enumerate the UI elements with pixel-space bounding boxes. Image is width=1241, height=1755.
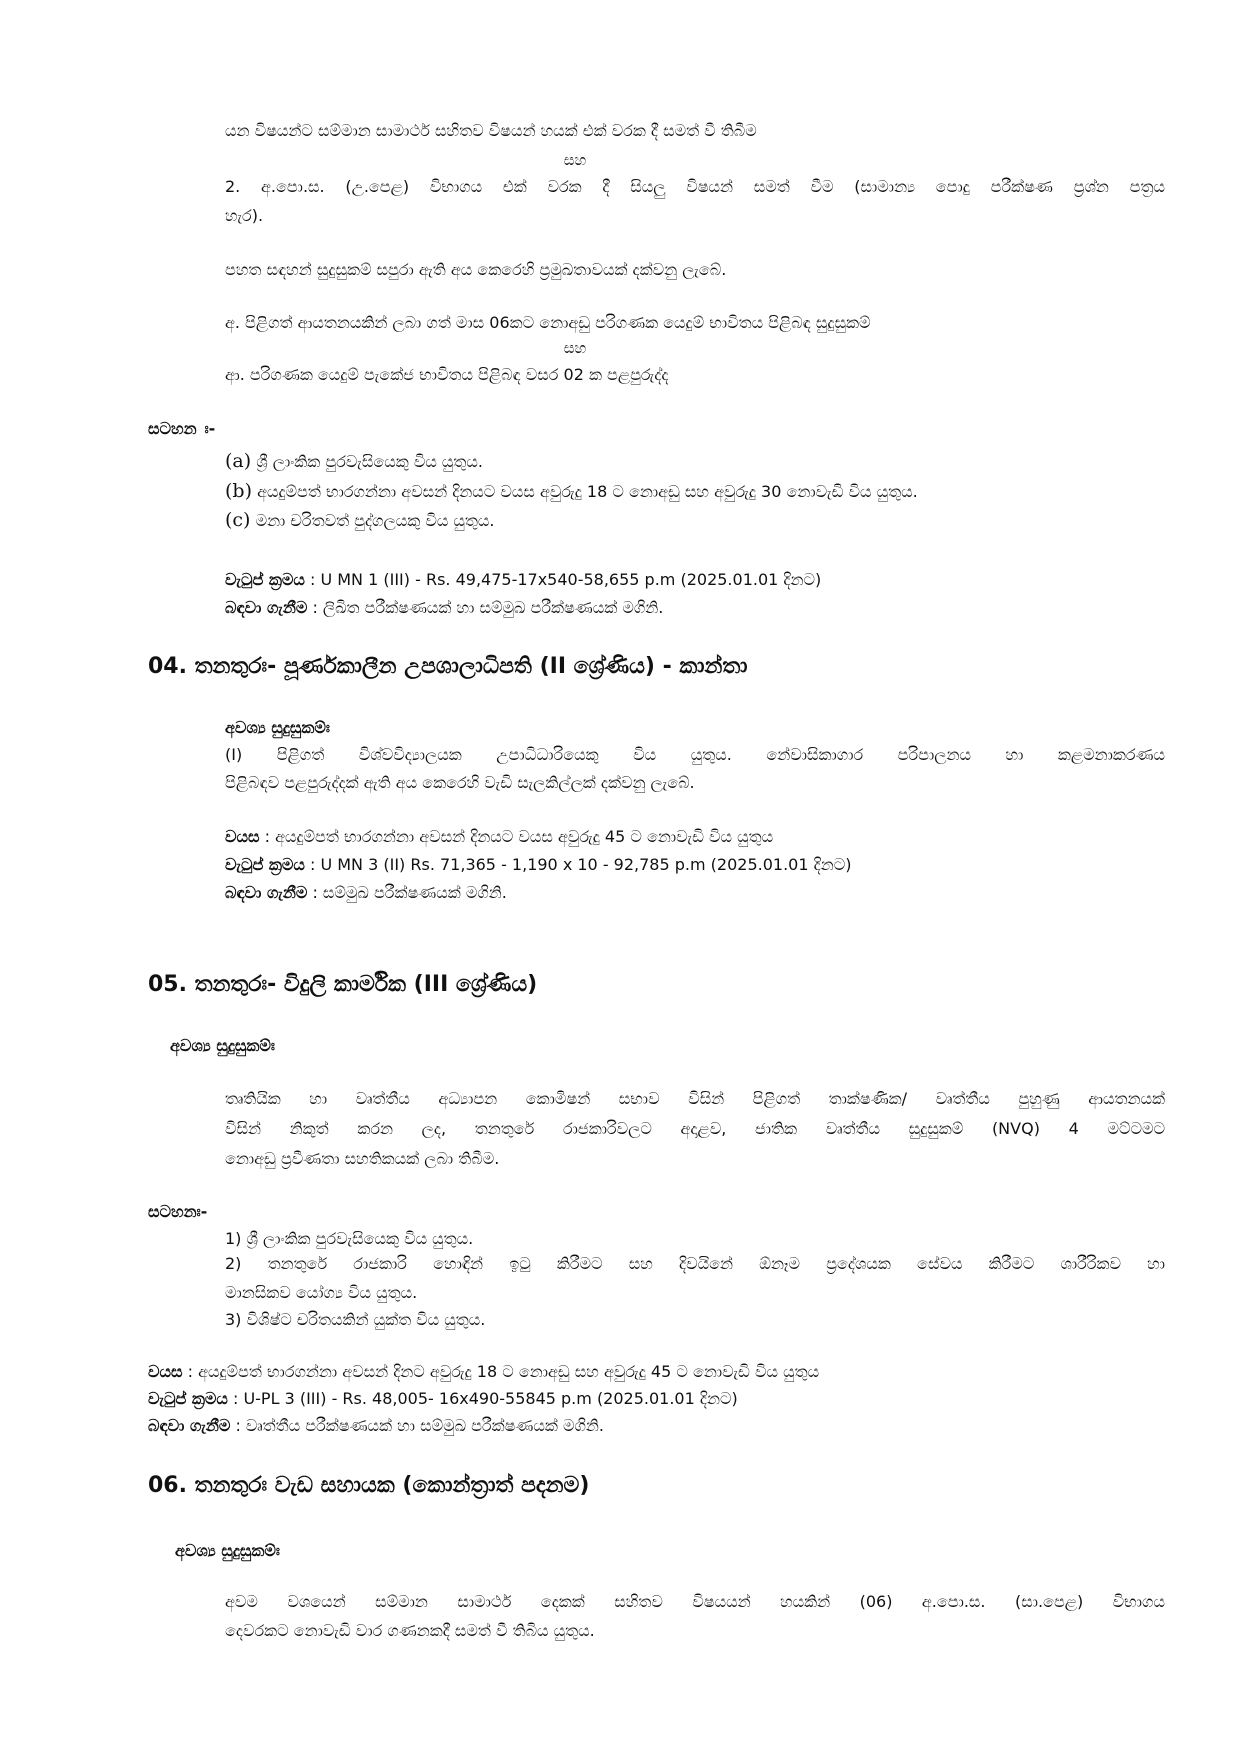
recruit-value: : ලිඛිත පරීක්ෂණයක් හා සම්මුඛ පරීක්ෂණයක් මගිනි. bbox=[312, 598, 664, 617]
note-item bbox=[225, 450, 483, 473]
requirements-line: (I) පිළිගත් විශ්වවිද්‍යාලයක උපාධිධාරියෙකු විය යුතුය. නේවාසිකාගාර පරිපාලනය හා කළමනාකරණය bbox=[225, 745, 1165, 764]
recruitment bbox=[225, 882, 507, 904]
priority-item-a: අ. පිළිගත් ආයතනයකින් ලබා ගත් මාස 06කට නොඅඩු පරිගණක යෙදුම් භාවිතය පිළිබඳ සුදුසුකම් bbox=[225, 313, 871, 332]
priority-item-b: ආ. පරිගණක යෙදුම් පැකේජ භාවිතය පිළිබඳ වසර 02 ක පළපුරුද්ද bbox=[225, 365, 669, 384]
note-text: ශ්‍රී ලාංකික පුරවැසියෙකු විය යුතුය. bbox=[256, 452, 484, 471]
note-item: 1) ශ්‍රී ලාංකික පුරවැසියෙකු විය යුතුය. bbox=[225, 1229, 474, 1248]
note-item-cont: මානසිකව යෝග්‍ය විය යුතුය. bbox=[225, 1283, 418, 1302]
note-label: සටහනඃ- bbox=[148, 1202, 208, 1221]
age-value: : අයදුම්පත් භාරගන්නා අවසන් දිනට අවුරුදු 18 ට නොඅඩු සහ අවුරුදු 45 ට නොවැඩි විය යුතුය bbox=[187, 1362, 820, 1381]
note-item: 2) තනතුරේ රාජකාරි හොඳින් ඉටු කිරීමට සහ දිවයිනේ ඕනෑම ප්‍රදේශයක සේවය කිරීමට ශාරීරිකව හා bbox=[225, 1254, 1165, 1273]
note-mark: (b) bbox=[225, 480, 252, 502]
age-requirement bbox=[148, 1361, 819, 1383]
note-item bbox=[225, 480, 918, 503]
salary-label: වැටුප් ක්‍රමය bbox=[225, 570, 305, 589]
note-label: සටහන ඃ- bbox=[148, 419, 216, 438]
qualification-item-2-cont: හැර). bbox=[225, 206, 264, 225]
requirements-line: අවම වශයෙන් සම්මාන සාමාර්ථ දෙකක් සහිතව විෂයයන් හයකින් (06) අ.පො.ස. (සා.පෙළ) විභාගය bbox=[225, 1592, 1165, 1611]
priority-text: පහත සඳහන් සුදුසුකම් සපුරා ඇති අය කෙරෙහි ප්‍රමුඛතාවයක් දක්වනු ලැබේ. bbox=[225, 260, 727, 279]
note-item bbox=[225, 509, 495, 532]
salary-scale bbox=[148, 1388, 738, 1410]
recruitment bbox=[225, 597, 663, 619]
salary-scale bbox=[225, 569, 821, 591]
recruit-label: බඳවා ගැනීම bbox=[225, 883, 308, 902]
age-label: වයස bbox=[148, 1362, 183, 1381]
salary-label: වැටුප් ක්‍රමය bbox=[148, 1389, 228, 1408]
recruit-label: බඳවා ගැනීම bbox=[148, 1416, 231, 1435]
requirements-label: අවශ්‍ය සුදුසුකම්ඃ bbox=[175, 1541, 280, 1560]
section03-line1: යන විෂයන්ට සම්මාන සාමාර්ථ සහිතව විෂයන් හයක් එක් වරක දී සමත් වී තිබීම bbox=[225, 121, 757, 140]
requirements-line: තෘතියික හා වෘත්තීය අධ්‍යාපන කොමිෂන් සභාව විසින් පිළිගත් තාක්ෂණික/ වෘත්තීය පුහුණු ආයතනයක් bbox=[225, 1089, 1165, 1108]
age-requirement bbox=[225, 826, 773, 848]
section05-heading: 05. තනතුරඃ- විදුලි කාර්මික (III ශ්‍රේණිය) bbox=[148, 972, 538, 997]
qualification-item-2: 2. අ.පො.ස. (උ.පෙළ) විභාගය එක් වරක දී සියලු විෂයන් සමත් වීම (සාමාන්‍ය පොදු පරීක්ෂණ ප්‍රශ්න පත්‍රය bbox=[225, 177, 1165, 196]
salary-value: : U MN 3 (II) Rs. 71,365 - 1,190 x 10 - 92,785 p.m (2025.01.01 දිනට) bbox=[309, 855, 852, 874]
requirements-line: විසින් නිකුත් කරන ලද, තනතුරේ රාජකාරිවලට අදාළව, ජාතික වෘත්තීය සුදුසුකම් (NVQ) 4 මට්ටමට bbox=[225, 1119, 1165, 1138]
note-text: මනා චරිතවත් පුද්ගලයකු විය යුතුය. bbox=[255, 511, 495, 530]
age-label: වයස bbox=[225, 827, 260, 846]
salary-value: : U MN 1 (III) - Rs. 49,475-17x540-58,655 p.m (2025.01.01 දිනට) bbox=[309, 570, 822, 589]
recruit-value: : වෘත්තීය පරීක්ෂණයක් හා සම්මුඛ පරීක්ෂණයක් මගිනි. bbox=[235, 1416, 604, 1435]
salary-value: : U-PL 3 (III) - Rs. 48,005- 16x490-55845 p.m (2025.01.01 දිනට) bbox=[232, 1389, 738, 1408]
note-mark: (c) bbox=[225, 509, 251, 531]
requirements-label: අවශ්‍ය සුදුසුකම්ඃ bbox=[225, 718, 330, 737]
recruitment bbox=[148, 1415, 604, 1437]
recruit-label: බඳවා ගැනීම bbox=[225, 598, 308, 617]
section06-heading: 06. තනතුරඃ වැඩ සහායක (කොන්ත්‍රාත් පදනම) bbox=[148, 1473, 590, 1498]
requirements-line: පිළිබඳව පළපුරුද්දක් ඇති අය කෙරෙහි වැඩි සැලකිල්ලක් දක්වනු ලැබේ. bbox=[225, 773, 695, 792]
age-value: : අයදුම්පත් භාරගන්නා අවසන් දිනයට වයස අවුරුදු 45 ට නොවැඩි විය යුතුය bbox=[264, 827, 774, 846]
salary-scale bbox=[225, 854, 851, 876]
requirements-line: නොඅඩු ප්‍රවීණතා සහතිකයක් ලබා තිබීම. bbox=[225, 1149, 500, 1168]
note-text: අයදුම්පත් භාරගන්නා අවසන් දිනයට වයස අවුරුදු 18 ට නොඅඩු සහ අවුරුදු 30 නොවැඩි විය යුතුය. bbox=[257, 482, 918, 501]
recruit-value: : සම්මුඛ පරීක්ෂණයක් මගිනි. bbox=[312, 883, 507, 902]
and-connector: සහ bbox=[563, 339, 587, 357]
requirements-label: අවශ්‍ය සුදුසුකම්ඃ bbox=[170, 1036, 275, 1055]
section04-heading: 04. තනතුරඃ- පූර්ණකාලීන උපශාලාධිපති (II ශ්‍රේණිය) - කාන්තා bbox=[148, 654, 748, 679]
note-mark: (a) bbox=[225, 450, 252, 472]
and-connector: සහ bbox=[563, 151, 587, 169]
note-item: 3) විශිෂ්ට චරිතයකින් යුක්ත විය යුතුය. bbox=[225, 1310, 486, 1329]
salary-label: වැටුප් ක්‍රමය bbox=[225, 855, 305, 874]
requirements-line: දෙවරකට නොවැඩි වාර ගණනකදී සමත් වී තිබිය යුතුය. bbox=[225, 1621, 595, 1640]
